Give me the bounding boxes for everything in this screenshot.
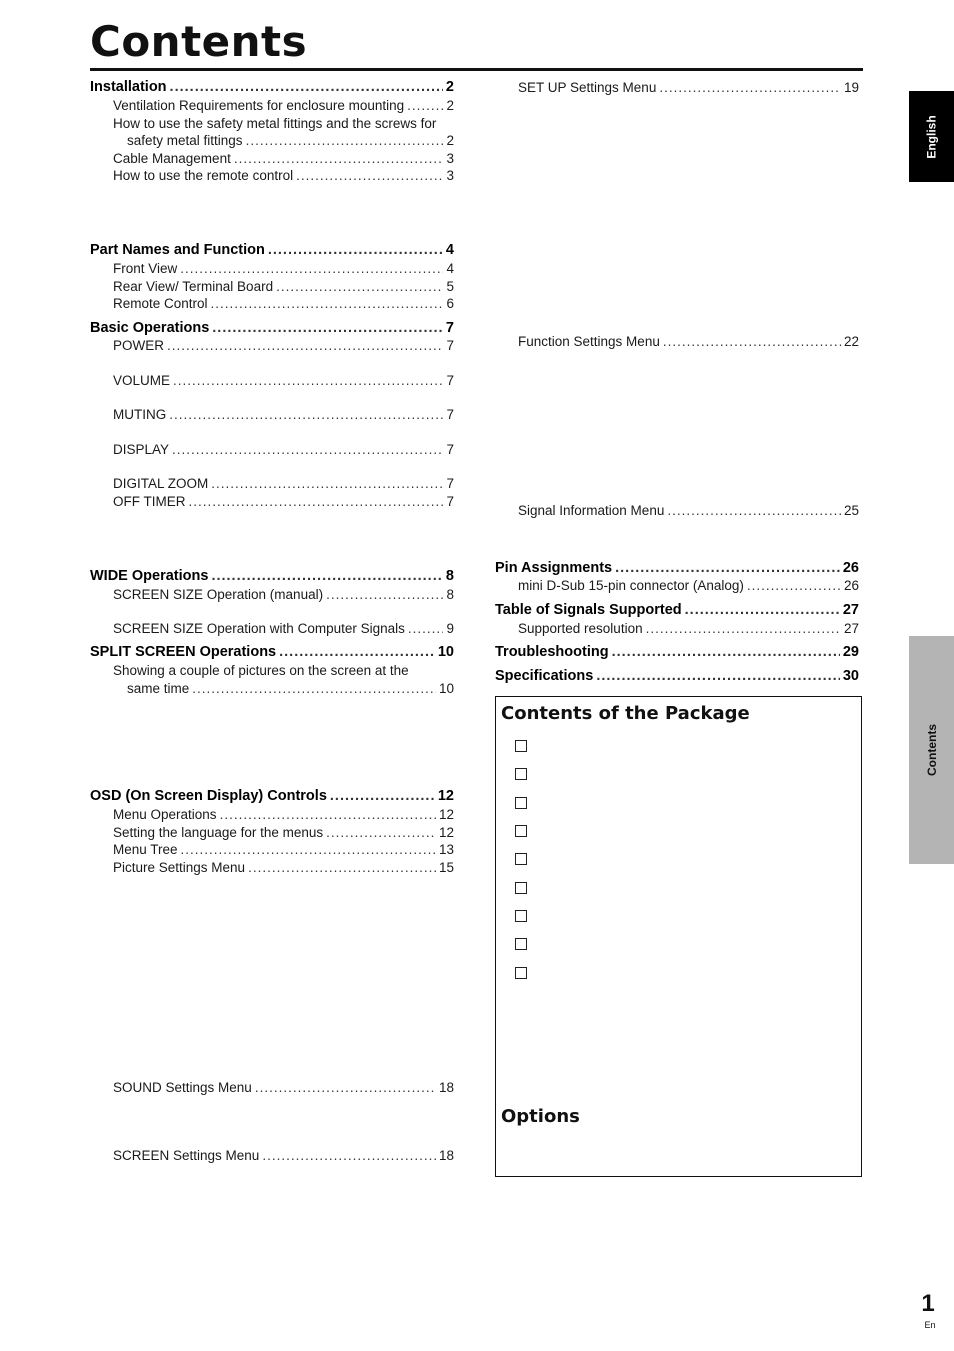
options-title: Options bbox=[501, 1106, 580, 1127]
toc-entry-specifications[interactable]: Specifications ..... 30 bbox=[495, 668, 859, 685]
package-checkbox[interactable] bbox=[515, 967, 527, 979]
toc-entry-function-menu[interactable]: Function Settings Menu ..... 22 bbox=[518, 333, 859, 350]
title-rule bbox=[90, 68, 863, 71]
toc-entry-part-names[interactable]: Part Names and Function ..... 4 bbox=[90, 242, 454, 259]
tab-contents[interactable] bbox=[909, 636, 954, 864]
toc-entry-osd[interactable]: OSD (On Screen Display) Controls ..... 12 bbox=[90, 788, 454, 805]
page-number: 1 bbox=[921, 1290, 935, 1317]
toc-entry-sound-menu[interactable]: SOUND Settings Menu ..... 18 bbox=[113, 1079, 454, 1096]
package-checkbox[interactable] bbox=[515, 740, 527, 752]
toc-entry-mini-dsub[interactable]: mini D-Sub 15-pin connector (Analog) ..... 26 bbox=[518, 577, 859, 594]
toc-entry-digital-zoom[interactable]: DIGITAL ZOOM ..... 7 bbox=[113, 475, 454, 492]
tab-english-label: English bbox=[924, 114, 939, 159]
package-contents-title: Contents of the Package bbox=[501, 703, 750, 724]
toc-entry-wide-ops[interactable]: WIDE Operations ..... 8 bbox=[90, 568, 454, 585]
toc-entry-pin-assignments[interactable]: Pin Assignments ..... 26 bbox=[495, 560, 859, 577]
package-checkbox[interactable] bbox=[515, 797, 527, 809]
toc-entry-menu-ops[interactable]: Menu Operations ..... 12 bbox=[113, 806, 454, 823]
toc-entry-front-view[interactable]: Front View ..... 4 bbox=[113, 260, 454, 277]
toc-entry-supported-resolution[interactable]: Supported resolution ..... 27 bbox=[518, 620, 859, 637]
package-contents-box bbox=[495, 696, 862, 1177]
toc-entry-menu-tree[interactable]: Menu Tree ..... 13 bbox=[113, 841, 454, 858]
tab-contents-label: Contents bbox=[924, 724, 939, 776]
page-language-code: En bbox=[924, 1320, 936, 1330]
toc-entry-safety-fittings[interactable]: safety metal fittings ..... 2 bbox=[127, 132, 454, 149]
toc-entry-rear-view[interactable]: Rear View/ Terminal Board ..... 5 bbox=[113, 278, 454, 295]
toc-entry-remote-use[interactable]: How to use the remote control ..... 3 bbox=[113, 167, 454, 184]
toc-entry-cable[interactable]: Cable Management ..... 3 bbox=[113, 150, 454, 167]
toc-entry-same-time[interactable]: same time ..... 10 bbox=[127, 680, 454, 697]
toc-entry-split-screen[interactable]: SPLIT SCREEN Operations ..... 10 bbox=[90, 644, 454, 661]
toc-entry-screen-size-pc[interactable]: SCREEN SIZE Operation with Computer Signals ..... 9 bbox=[113, 620, 454, 637]
package-checkbox[interactable] bbox=[515, 910, 527, 922]
toc-entry-power[interactable]: POWER ..... 7 bbox=[113, 337, 454, 354]
toc-entry-picture-menu[interactable]: Picture Settings Menu ..... 15 bbox=[113, 859, 454, 876]
toc-entry-display[interactable]: DISPLAY ..... 7 bbox=[113, 441, 454, 458]
toc-entry-off-timer[interactable]: OFF TIMER ..... 7 bbox=[113, 493, 454, 510]
package-checkbox[interactable] bbox=[515, 853, 527, 865]
toc-entry-muting[interactable]: MUTING ..... 7 bbox=[113, 406, 454, 423]
toc-entry-remote-control[interactable]: Remote Control ..... 6 bbox=[113, 295, 454, 312]
toc-entry-basic-ops[interactable]: Basic Operations ..... 7 bbox=[90, 320, 454, 337]
toc-entry-ventilation[interactable]: Ventilation Requirements for enclosure mounting ..... 2 bbox=[113, 97, 454, 114]
package-checkbox[interactable] bbox=[515, 768, 527, 780]
toc-entry-signals-table[interactable]: Table of Signals Supported ..... 27 bbox=[495, 602, 859, 619]
toc-entry-screen-menu[interactable]: SCREEN Settings Menu ..... 18 bbox=[113, 1147, 454, 1164]
page-title: Contents bbox=[90, 17, 308, 66]
toc-entry-setup-menu[interactable]: SET UP Settings Menu ..... 19 bbox=[518, 79, 859, 96]
package-checkbox[interactable] bbox=[515, 825, 527, 837]
toc-entry-language[interactable]: Setting the language for the menus ..... 12 bbox=[113, 824, 454, 841]
toc-entry-volume[interactable]: VOLUME ..... 7 bbox=[113, 372, 454, 389]
tab-english[interactable] bbox=[909, 91, 954, 182]
toc-entry-safety-line1[interactable]: How to use the safety metal fittings and the screws for bbox=[113, 116, 437, 131]
package-checkbox[interactable] bbox=[515, 882, 527, 894]
toc-entry-installation[interactable]: Installation ..... 2 bbox=[90, 79, 454, 96]
package-checkbox[interactable] bbox=[515, 938, 527, 950]
toc-entry-showing-line1[interactable]: Showing a couple of pictures on the screen at the bbox=[113, 663, 409, 678]
toc-entry-signal-info[interactable]: Signal Information Menu ..... 25 bbox=[518, 502, 859, 519]
toc-entry-troubleshooting[interactable]: Troubleshooting ..... 29 bbox=[495, 644, 859, 661]
toc-entry-screen-size-manual[interactable]: SCREEN SIZE Operation (manual) ..... 8 bbox=[113, 586, 454, 603]
